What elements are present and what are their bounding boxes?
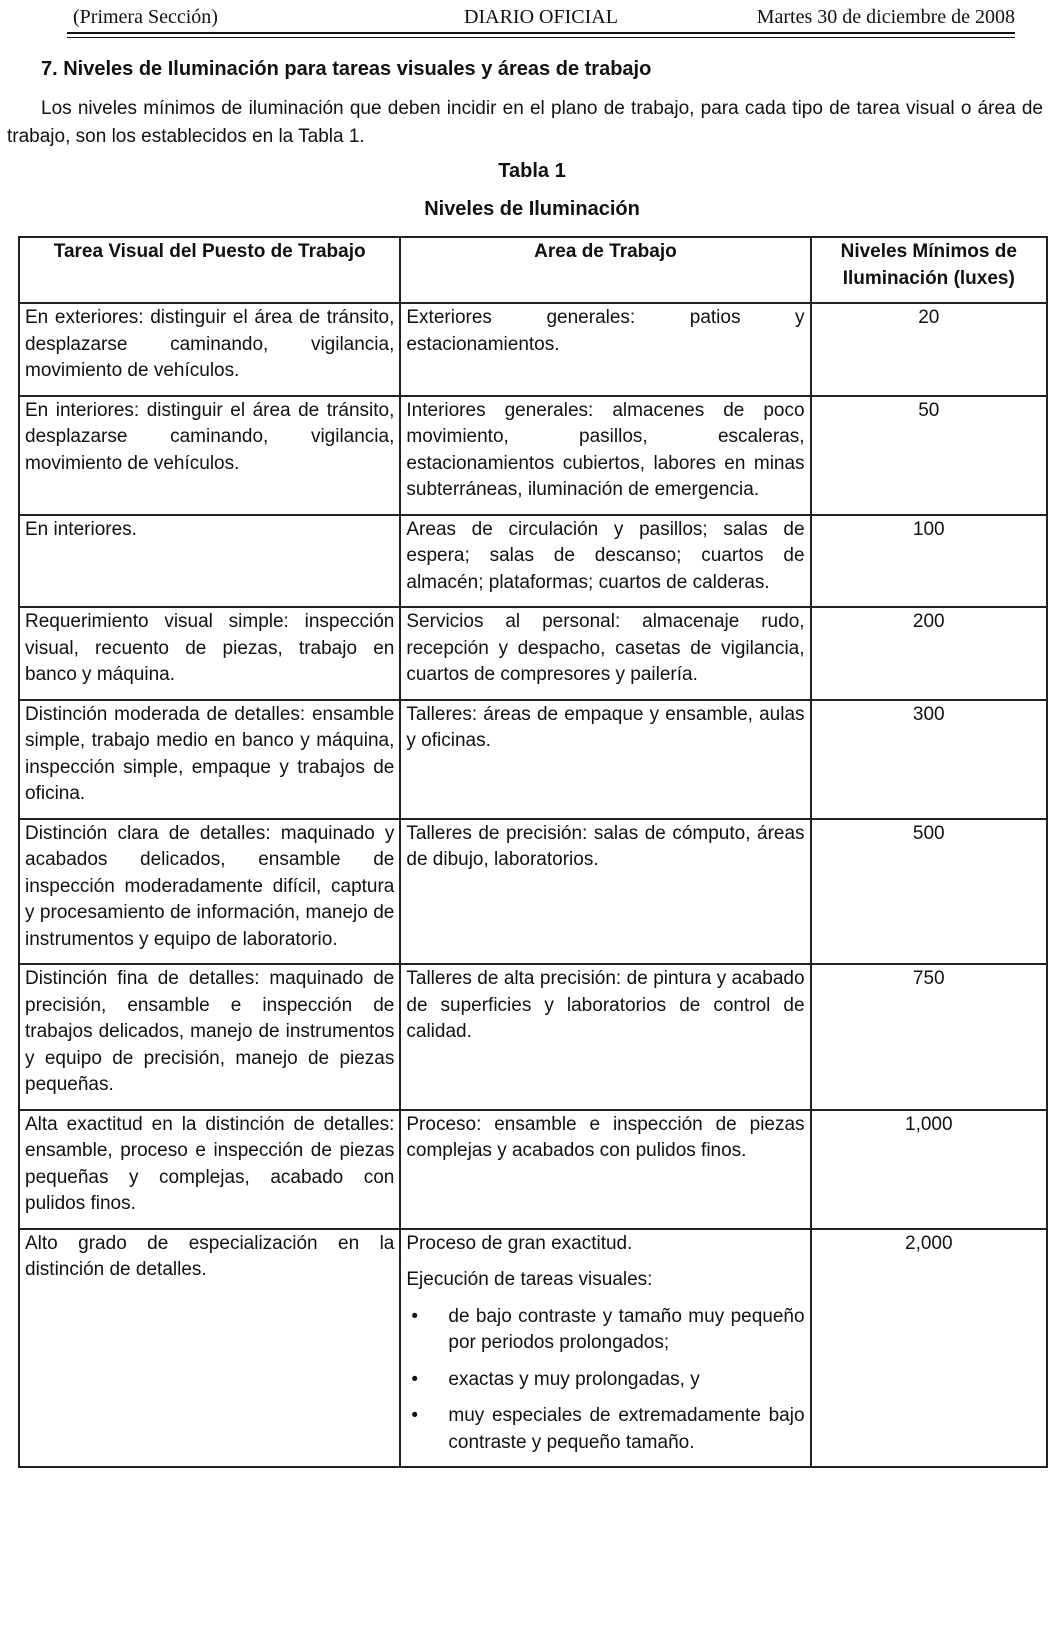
area-line: Proceso de gran exactitud.	[406, 1232, 633, 1254]
illumination-table	[18, 236, 1048, 1468]
task-cell: Distinción moderada de detalles: ensamble simple, trabajo medio en banco y máquina, inspección simple, empaque y trabajos de oficina.	[19, 700, 400, 819]
table-row	[19, 607, 1047, 700]
table-caption: Tabla 1	[498, 160, 566, 182]
task-cell: Alta exactitud en la distinción de detalles: ensamble, proceso e inspección de piezas pequeñas y complejas, acabado con pulidos finos.	[19, 1110, 400, 1229]
section-title: 7. Niveles de Iluminación para tareas visuales y áreas de trabajo	[41, 58, 652, 80]
area-cell: Talleres: áreas de empaque y ensamble, aulas y oficinas.	[400, 700, 810, 819]
page-header	[67, 6, 1015, 30]
level-cell: 20	[811, 303, 1047, 396]
area-cell: Areas de circulación y pasillos; salas de espera; salas de descanso; cuartos de almacén; plataformas; cuartos de calderas.	[400, 515, 810, 608]
bullet-text: muy especiales de extremadamente bajo contraste y pequeño tamaño.	[448, 1405, 805, 1453]
task-cell: En exteriores: distinguir el área de tránsito, desplazarse caminando, vigilancia, movimiento de vehículos.	[19, 303, 400, 396]
table-row	[19, 819, 1047, 965]
bullet-item	[406, 1403, 804, 1456]
bullet-item	[406, 1367, 804, 1394]
header-rule-thick	[67, 32, 1015, 34]
header-level: Niveles Mínimos de Iluminación (luxes)	[811, 237, 1047, 303]
task-cell: Requerimiento visual simple: inspección visual, recuento de piezas, trabajo en banco y máquina.	[19, 607, 400, 700]
area-cell: Talleres de alta precisión: de pintura y acabado de superficies y laboratorios de control de calidad.	[400, 964, 810, 1110]
table-row	[19, 515, 1047, 608]
intro-paragraph: Los niveles mínimos de iluminación que deben incidir en el plano de trabajo, para cada tipo de tarea visual o área de trabajo, son los establecidos en la Tabla 1.	[7, 98, 1043, 147]
level-cell: 200	[811, 607, 1047, 700]
bullet-icon: •	[411, 1305, 419, 1327]
level-cell: 2,000	[811, 1229, 1047, 1468]
header-section: (Primera Sección)	[73, 6, 218, 28]
bullet-text: exactas y muy prolongadas, y	[448, 1368, 700, 1390]
header-publication: DIARIO OFICIAL	[464, 6, 618, 28]
table-row-last	[19, 1229, 1047, 1468]
table-row	[19, 396, 1047, 515]
task-cell: En interiores.	[19, 515, 400, 608]
bullet-text: de bajo contraste y tamaño muy pequeño por periodos prolongados;	[448, 1305, 805, 1353]
bullet-icon: •	[411, 1405, 419, 1426]
table-row	[19, 303, 1047, 396]
table-row	[19, 1110, 1047, 1229]
header-date: Martes 30 de diciembre de 2008	[756, 6, 1015, 28]
area-cell: Exteriores generales: patios y estacionamientos.	[400, 303, 810, 396]
header-task: Tarea Visual del Puesto de Trabajo	[19, 237, 400, 303]
task-cell: Distinción clara de detalles: maquinado y acabados delicados, ensamble de inspección moderadamente difícil, captura y procesamiento de información, manejo de instrumentos y equipo de laboratorio.	[19, 819, 400, 965]
bullet-icon: •	[411, 1368, 419, 1390]
bullet-item	[406, 1304, 804, 1357]
area-cell: Talleres de precisión: salas de cómputo, áreas de dibujo, laboratorios.	[400, 819, 810, 965]
task-cell: Distinción fina de detalles: maquinado de precisión, ensamble e inspección de trabajos delicados, manejo de instrumentos y equipo de precisión, manejo de piezas pequeñas.	[19, 964, 400, 1110]
task-cell: En interiores: distinguir el área de tránsito, desplazarse caminando, vigilancia, movimiento de vehículos.	[19, 396, 400, 515]
area-cell	[400, 1229, 810, 1468]
level-cell: 500	[811, 819, 1047, 965]
table-header-row	[19, 237, 1047, 303]
table-row	[19, 700, 1047, 819]
area-cell: Servicios al personal: almacenaje rudo, recepción y despacho, casetas de vigilancia, cuartos de compresores y pailería.	[400, 607, 810, 700]
table-row	[19, 964, 1047, 1110]
level-cell: 1,000	[811, 1110, 1047, 1229]
task-cell: Alto grado de especialización en la distinción de detalles.	[19, 1229, 400, 1468]
header-area: Area de Trabajo	[400, 237, 810, 303]
level-cell: 50	[811, 396, 1047, 515]
level-cell: 300	[811, 700, 1047, 819]
level-cell: 750	[811, 964, 1047, 1110]
area-cell: Interiores generales: almacenes de poco movimiento, pasillos, escaleras, estacionamientos cubiertos, labores en minas subterráneas, iluminación de emergencia.	[400, 396, 810, 515]
level-cell: 100	[811, 515, 1047, 608]
area-line: Ejecución de tareas visuales:	[406, 1269, 653, 1290]
area-cell: Proceso: ensamble e inspección de piezas complejas y acabados con pulidos finos.	[400, 1110, 810, 1229]
bullet-list	[406, 1304, 804, 1457]
header-rule-thin	[67, 37, 1015, 38]
table-subtitle: Niveles de Iluminación	[424, 198, 640, 220]
